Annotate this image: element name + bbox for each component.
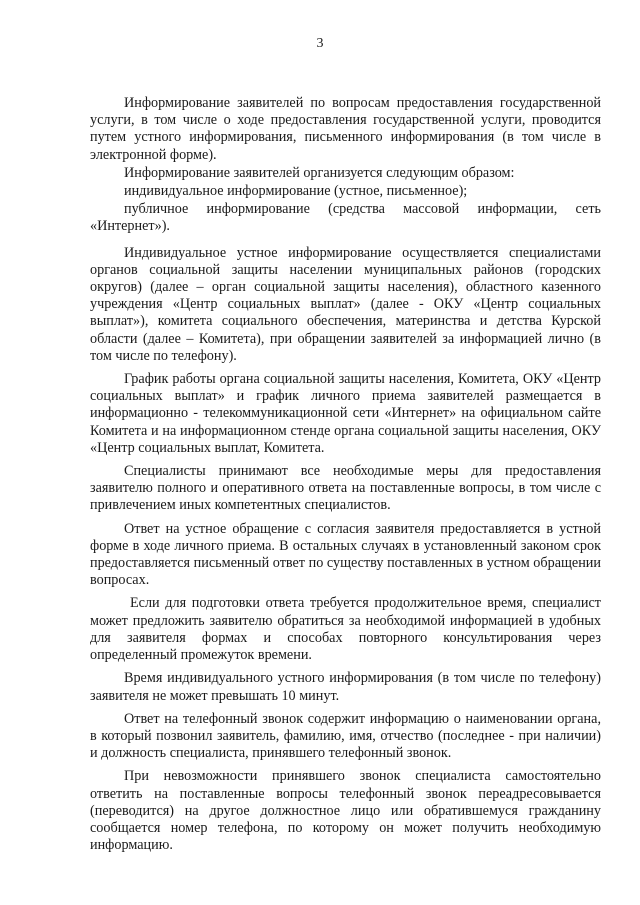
paragraph-oral-request-answer: Ответ на устное обращение с согласия заявителя предоставляется в устной форме в ходе личного приема. В остальных случаях в установленный законом срок предоставляется письменный ответ по существу поставленных в устном обращении вопросах. (90, 520, 601, 589)
paragraph-individual-informing: индивидуальное информирование (устное, письменное); (124, 183, 468, 200)
paragraph-oral-informing-specialists: Индивидуальное устное информирование осуществляется специалистами органов социальной защиты населении муниципальных районов (городских округов) (далее – орган социальной защиты населения), областного казенного учреждения «Центр социальных выплат» (далее - ОКУ «Центр социальных выплат»), комитета социального обеспечения, материнства и детства Курской области (далее – Комитета), при обращении заявителей за информацией лично (в том числе по телефону). (90, 244, 601, 364)
paragraph-informing-time-limit: Время индивидуального устного информирования (в том числе по телефону) заявителя не может превышать 10 минут. (90, 670, 601, 704)
paragraph-specialists-measures: Специалисты принимают все необходимые меры для предоставления заявителю полного и оперативного ответа на поставленные вопросы, в том числе с привлечением иных компетентных специалистов. (90, 463, 601, 514)
paragraph-work-schedule: График работы органа социальной защиты населения, Комитета, ОКУ «Центр социальных выплат» и график личного приема заявителей размещается в информационно - телекоммуникационной сети «Интернет» на официальном сайте Комитета и на информационном стенде органа социальной защиты населения, ОКУ «Центр социальных выплат, Комитета. (90, 371, 601, 456)
page-number: 3 (316, 36, 324, 51)
paragraph-call-redirect: При невозможности принявшего звонок специалиста самостоятельно ответить на поставленные вопросы телефонный звонок переадресовывается (переводится) на другое должностное лицо или обратившемуся гражданину сообщается номер телефона, по которому он может получить необходимую информацию. (90, 768, 601, 854)
paragraph-phone-call-answer: Ответ на телефонный звонок содержит информацию о наименовании органа, в который позвонил заявитель, фамилию, имя, отчество (последнее - при наличии) и должность специалиста, принявшего телефонный звонок. (90, 710, 601, 762)
paragraph-informing-methods: Информирование заявителей по вопросам предоставления государственной услуги, в том числе о ходе предоставления государственной услуги, проводится путем устного информирования, письменного информирования (в том числе в электронной форме). (90, 95, 601, 163)
paragraph-public-informing: публичное информирование (средства массовой информации, сеть «Интернет»). (90, 201, 601, 235)
paragraph-informing-organization: Информирование заявителей организуется следующим образом: (124, 164, 515, 181)
paragraph-long-preparation: Если для подготовки ответа требуется продолжительное время, специалист может предложить заявителю обратиться за необходимой информацией в удобных для заявителя формах и способах повторного консультирования через определенный промежуток времени. (90, 595, 601, 664)
document-body (90, 95, 601, 854)
